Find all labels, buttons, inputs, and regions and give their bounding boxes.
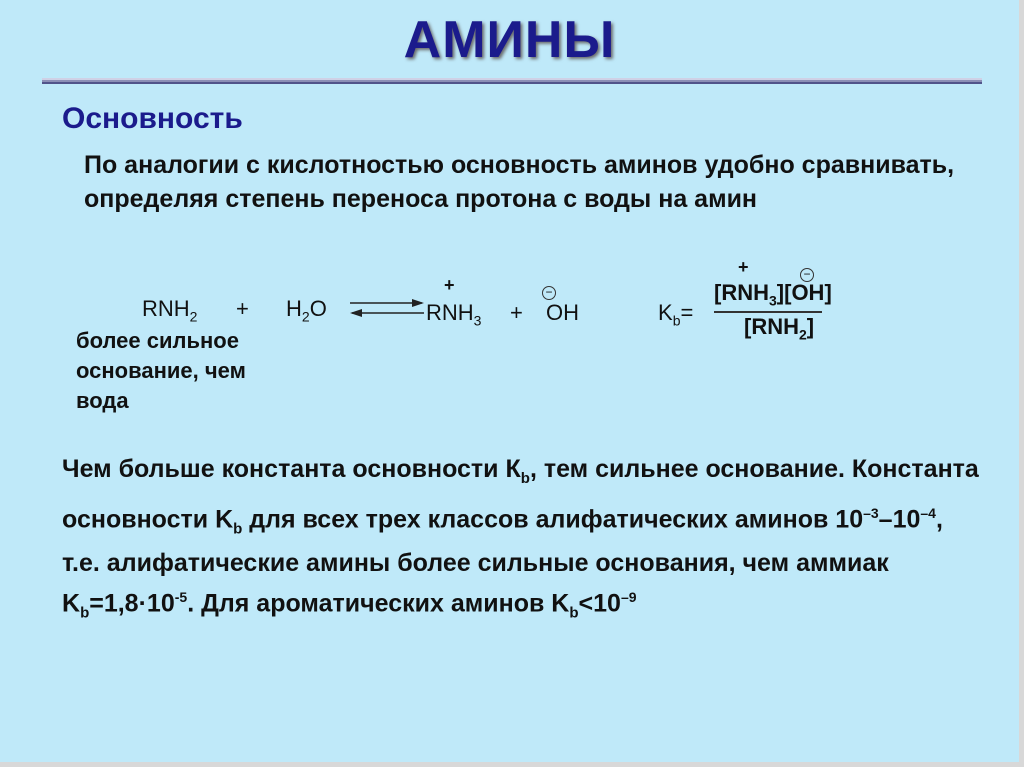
plus-sign-2: + bbox=[510, 300, 523, 325]
positive-charge-icon: + bbox=[444, 275, 455, 295]
equilibrium-arrows-icon bbox=[346, 296, 428, 320]
numerator-negative-charge-icon: − bbox=[800, 266, 814, 282]
reactant-rnh2: $RNH_2$ bbox=[142, 296, 198, 325]
kb-numerator: $[RNH_3][OH]$ bbox=[714, 280, 832, 309]
base-strength-note: более сильное основание, чем вода bbox=[76, 328, 246, 413]
negative-charge-icon: − bbox=[542, 284, 556, 300]
kb-denominator: $[RNH_2]$ bbox=[744, 314, 815, 343]
title-divider bbox=[42, 78, 982, 84]
slide-title: АМИНЫ bbox=[403, 11, 616, 69]
numerator-positive-charge-icon: + bbox=[738, 257, 749, 277]
product-rnh3: $RNH_3$ bbox=[426, 300, 482, 329]
section-heading: Основность bbox=[62, 102, 243, 135]
intro-paragraph: По аналогии с кислотностью основность аминов удобно сравнивать, определяя степень переноса протона с воды на амин bbox=[84, 151, 955, 213]
plus-sign-1: + bbox=[236, 296, 249, 321]
reactant-water: $H_2O$ bbox=[286, 296, 327, 325]
fraction-bar bbox=[714, 311, 822, 313]
basicity-constant-paragraph: Чем больше константа основности $К_b$, тем сильнее основание. Константа основности $K_b$ для всех трех классов алифатических аминов $10^{-3}-10^{-4}$, т.е. алифатические амины более сильные основания, чем аммиак $K_b=1,8\cdot 10^{-5}$. Для ароматических аминов $K_b<10^{-9}$ bbox=[62, 455, 979, 622]
kb-label: $K_b=$ bbox=[658, 300, 694, 329]
product-hydroxide: OH bbox=[546, 300, 579, 325]
